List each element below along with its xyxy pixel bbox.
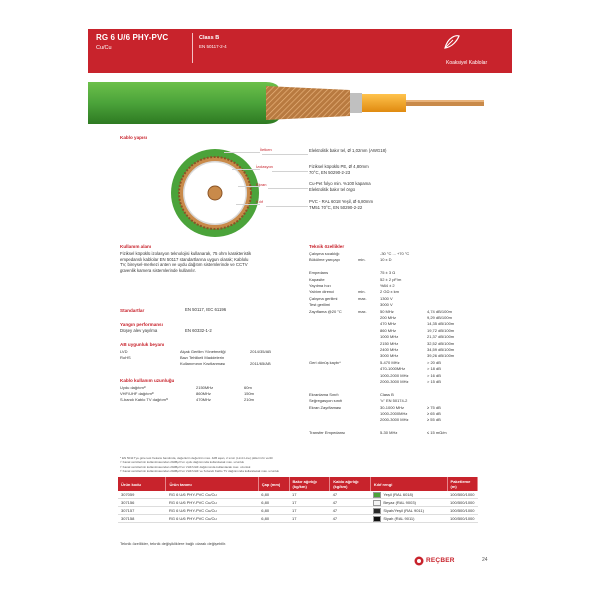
page-number: 24	[482, 557, 488, 563]
spec-value: 1300 V	[380, 295, 393, 301]
color-label: Siyah/Yeşil (RAL 9011)	[383, 507, 424, 513]
color-label: Beyaz (RAL 9003)	[383, 499, 416, 505]
product-name: RG 6 U/6 PHY-PVC Cu/Cu	[166, 491, 258, 499]
product-name: RG 6 U/6 PHY-PVC Cu/Cu	[166, 515, 258, 523]
footnote: ¹⁾ Kanal vericilerinin kullanılmasından 20dBμV'un uydu dağıtımında kullanılacak max. uzunluk	[120, 460, 244, 465]
product-jacket-color	[370, 499, 447, 507]
spec-name: Yalıtım direnci	[309, 289, 335, 295]
table-row	[118, 491, 478, 499]
spec-value-2: 19,72 dB/100m	[427, 327, 455, 333]
header-divider	[192, 33, 193, 63]
header-bar	[88, 29, 512, 73]
col-packaging: Paketleme (m)	[447, 477, 477, 491]
product-table	[118, 477, 478, 523]
spec-name: Ekran Zayıflaması	[309, 404, 342, 410]
spec-name: Transfer Empedansı	[309, 430, 346, 436]
spec-value: -30 °C ... +70 °C	[380, 251, 410, 256]
label-insulation: İzolasyon	[256, 164, 273, 169]
spec-value-2: ≥ 55 dB	[427, 417, 441, 423]
spec-value-2: ≤ 15 mΩ/m	[427, 430, 447, 436]
footer-brand	[414, 556, 470, 566]
compliance-title: AB uygunluk beyanı	[120, 342, 165, 347]
product-code: 307157	[118, 507, 166, 515]
distance-length: 210m	[244, 397, 255, 402]
col-diameter: Çap (mm)	[258, 477, 289, 491]
product-cable-weight: 47	[330, 507, 371, 515]
col-name: Ürün tanımı	[166, 477, 258, 491]
product-jacket-color	[370, 491, 447, 499]
spec-value: 2400 MHz	[380, 347, 399, 352]
cable-cross-section	[170, 148, 260, 238]
footnote: * EN 50117'ye göre test frekans bandında, değerlerin değerinin max. 4dB aşan, 2 sınırı (Limit Line) pikleri izin verilir	[120, 456, 273, 460]
class-label: Class B	[199, 35, 220, 41]
standards-label: Standartlar	[120, 308, 145, 313]
spec-name: Empedans	[309, 270, 329, 276]
spec-value: 470 MHz	[380, 321, 397, 327]
product-code: 307158	[118, 515, 166, 523]
spec-value: 1000-2000 MHz	[380, 372, 409, 378]
color-swatch	[373, 516, 381, 522]
structure-title: Kablo yapısı	[120, 135, 148, 140]
cable-illustration	[88, 74, 512, 134]
leader-ext-1	[262, 154, 308, 155]
product-jacket-color	[370, 515, 447, 523]
desc-jacket: PVC - RAL 6018 Yeşil, Ø 6,80mm TM51 70°C, EN 50290-2-22	[309, 199, 374, 210]
product-cable-weight: 47	[330, 515, 371, 523]
spec-value: "c" EN 50174-2	[380, 398, 408, 404]
spec-value-2: > 16 dB	[427, 372, 441, 378]
compliance-code: RoHS	[120, 355, 131, 360]
col-jacket-color: Kılıf rengi	[370, 477, 447, 491]
footnotes	[120, 456, 279, 473]
spec-value: 2150 MHz	[380, 340, 399, 346]
product-subtitle: Cu/Cu	[96, 45, 112, 51]
fire-value: EN 60332-1-2	[185, 328, 212, 333]
spec-name: Bükülme yarıçapı	[309, 257, 340, 263]
brand-mark-icon	[414, 556, 424, 566]
spec-value: Class B	[380, 391, 394, 397]
product-copper-weight: 17	[289, 515, 330, 523]
spec-value-2: 34,59 dB/100m	[427, 347, 455, 352]
compliance-desc: Bazı Tehlikeli Maddelerin	[180, 355, 225, 360]
spec-value: 75 ± 3 Ω	[380, 270, 396, 276]
label-conductor: İletken	[260, 147, 272, 152]
spec-name: Test gerilimi	[309, 302, 331, 308]
spec-qualifier: min.	[358, 289, 366, 295]
spec-value-2: ≥ 75 dB	[427, 404, 441, 410]
spec-value: 30-1000 MHz	[380, 404, 405, 410]
spec-value-2: 39,26 dB/100m	[427, 353, 455, 359]
compliance-directive: 2011/65/AB	[250, 361, 271, 366]
standards-value: EN 50117, IEC 61196	[185, 307, 227, 312]
brand-text: Koaksiyel Kablolar	[446, 60, 488, 66]
fire-label: Düşey alev yayılma	[120, 328, 158, 333]
distance-length: 60m	[244, 385, 252, 390]
desc-conductor: Elektrolitik bakır tel, Ø 1,02mm (AWG18)	[309, 148, 387, 153]
spec-value-2: 32,52 dB/100m	[427, 340, 455, 346]
col-code: Ürün kodu	[118, 477, 166, 491]
spec-value: 5-30 MHz	[380, 430, 398, 436]
product-title: RG 6 U/6 PHY-PVC	[96, 33, 169, 42]
compliance-code: LVD	[120, 349, 128, 354]
leader-line-conductor	[224, 152, 260, 153]
color-swatch	[373, 492, 381, 498]
spec-name: Çalışma gerilimi	[309, 295, 338, 301]
spec-name: Seğregasyon sınıfı	[309, 398, 343, 404]
leader-line-jacket	[236, 204, 260, 205]
spec-value: 3000 MHz	[380, 353, 399, 359]
distance-application: Uydu dağıtım¹⁾	[120, 385, 147, 390]
product-packaging: 100/500/1000	[447, 515, 477, 523]
spec-name: Ekranlama Sınıfı	[309, 391, 339, 397]
product-name: RG 6 U/6 PHY-PVC Cu/Cu	[166, 507, 258, 515]
product-packaging: 100/500/1000	[447, 507, 477, 515]
product-diameter: 6,80	[258, 515, 289, 523]
spec-name: Zayıflama @20 °C	[309, 308, 342, 314]
spec-name: Yayılma hızı	[309, 283, 331, 288]
spec-value: 52 ± 2 pF/m	[380, 276, 402, 282]
color-label: Siyah (RAL 9011)	[383, 515, 415, 521]
spec-value-2: ≥ 65 dB	[427, 411, 441, 416]
spec-value: 10 x D	[380, 257, 392, 263]
product-diameter: 6,80	[258, 507, 289, 515]
distance-length: 150m	[244, 391, 255, 396]
spec-value: 5-470 MHz	[380, 359, 400, 365]
color-swatch	[373, 500, 381, 506]
col-cable-weight: Kablo ağırlığı (kg/km)	[330, 477, 371, 491]
spec-value: 3000 V	[380, 302, 393, 308]
distance-title: Kablo kullanım uzunluğu	[120, 378, 175, 383]
product-jacket-color	[370, 507, 447, 515]
spec-value-2: > 15 dB	[427, 379, 441, 384]
product-code: 307156	[118, 499, 166, 507]
compliance-desc: Kullanımının Kısıtlanması	[180, 361, 226, 366]
usage-text: Fiziksel köpüklü izolasyon teknolojisi kullanarak, 75 ohm karakteristik empedanslı kablolar EN 50117 standartlarına uygun olarak; Kablolu TV, bireysel-merkezi anten ve uydu dağıtım sistemlerinde ve CCTV güvenlik kamera sistemlerinde kullanılır.	[120, 251, 252, 273]
product-copper-weight: 17	[289, 491, 330, 499]
distance-application: VHF/UHF dağıtım²⁾	[120, 391, 155, 396]
product-packaging: 100/500/1000	[447, 491, 477, 499]
product-diameter: 6,80	[258, 499, 289, 507]
label-jacket: Kılıf	[256, 199, 263, 204]
spec-name: Kapasite	[309, 276, 325, 282]
spec-value: 860 MHz	[380, 327, 397, 333]
table-row	[118, 515, 478, 523]
spec-qualifier: min.	[358, 257, 366, 263]
fire-title: Yangın performansı	[120, 322, 163, 327]
distance-application: S-bandı Kablo TV dağıtım³⁾	[120, 397, 169, 402]
spec-value: 1000 MHz	[380, 334, 399, 340]
distance-frequency: 2150MHz	[196, 385, 214, 390]
leader-ext-2	[272, 171, 308, 172]
spec-value: 2 GΩ x km	[380, 289, 399, 295]
distance-frequency: 860MHz	[196, 391, 211, 396]
product-code: 307059	[118, 491, 166, 499]
spec-value: 1000-2000MHz	[380, 411, 408, 416]
leader-ext-4	[266, 206, 308, 207]
spec-value: %84 ± 2	[380, 283, 395, 288]
spec-value: 2000-3000 MHz	[380, 417, 409, 423]
spec-qualifier: max.	[358, 308, 367, 314]
spec-value: 50 MHz	[380, 308, 394, 314]
spec-qualifier: max.	[358, 295, 367, 301]
spec-value: 2000-3000 MHz	[380, 379, 409, 384]
table-row	[118, 507, 478, 515]
table-row	[118, 499, 478, 507]
product-cable-weight: 47	[330, 499, 371, 507]
color-label: Yeşil (RAL 6018)	[383, 491, 414, 497]
specs-title: Teknik özellikler	[309, 244, 345, 249]
spec-value-2: 9,29 dB/100m	[427, 315, 452, 320]
product-table-header	[118, 477, 478, 491]
compliance-desc: Alçak Gerilim Yönetmeliği	[180, 349, 226, 354]
disclaimer: Teknik özellikler, teknik değişikliklere bağlı olarak değişebilir.	[120, 541, 227, 546]
product-packaging: 100/500/1000	[447, 499, 477, 507]
product-name: RG 6 U/6 PHY-PVC Cu/Cu	[166, 499, 258, 507]
spec-value-2: 21,37 dB/100m	[427, 334, 455, 340]
spec-value-2: > 20 dB	[427, 359, 441, 365]
product-cable-weight: 47	[330, 491, 371, 499]
footnote: ²⁾ Kanal vericilerinin kullanılmasından 20dBμV'un VHF/UHF dağıtımında kullanılacak max. uzunluk	[120, 464, 251, 469]
coax-leaf-icon	[442, 33, 462, 51]
spec-value-2: 4,74 dB/100m	[427, 308, 452, 314]
desc-insulation: Fiziksel köpüklü PE, Ø 4,80mm 70°C, EN 50290-2-23	[309, 164, 369, 175]
footnote: ³⁾ Kanal vericilerinin kullanılmasından 20dBμV'un VHF/UHF ve S-bandı Kablo TV dağıtımında kullanılacak max. uzunluk	[120, 468, 279, 473]
leader-ext-3	[268, 188, 308, 189]
product-copper-weight: 17	[289, 507, 330, 515]
distance-frequency: 470MHz	[196, 397, 211, 402]
standard-label: EN 50117-2-4	[199, 44, 227, 49]
spec-name: Geri dönüş kaybı*	[309, 359, 341, 365]
product-copper-weight: 17	[289, 499, 330, 507]
usage-title: Kullanım alanı	[120, 244, 152, 249]
color-swatch	[373, 508, 381, 514]
label-shield: Ekran	[256, 182, 267, 187]
spec-value: 470-1000MHz	[380, 366, 406, 372]
brand-name: REÇBER	[426, 557, 455, 564]
desc-shield: Cu-Pet folyo min. %100 kapama Elektrolitik bakır tel örgü	[309, 181, 371, 192]
spec-value-2: 14,35 dB/100m	[427, 321, 455, 327]
compliance-directive: 2014/35/AB	[250, 349, 271, 354]
product-diameter: 6,80	[258, 491, 289, 499]
leader-line-insulation	[232, 169, 260, 170]
spec-value: 200 MHz	[380, 315, 397, 320]
col-copper-weight: Bakır ağırlığı (kg/km)	[289, 477, 330, 491]
spec-value-2: > 18 dB	[427, 366, 441, 372]
spec-name: Çalışma sıcaklığı	[309, 251, 340, 256]
